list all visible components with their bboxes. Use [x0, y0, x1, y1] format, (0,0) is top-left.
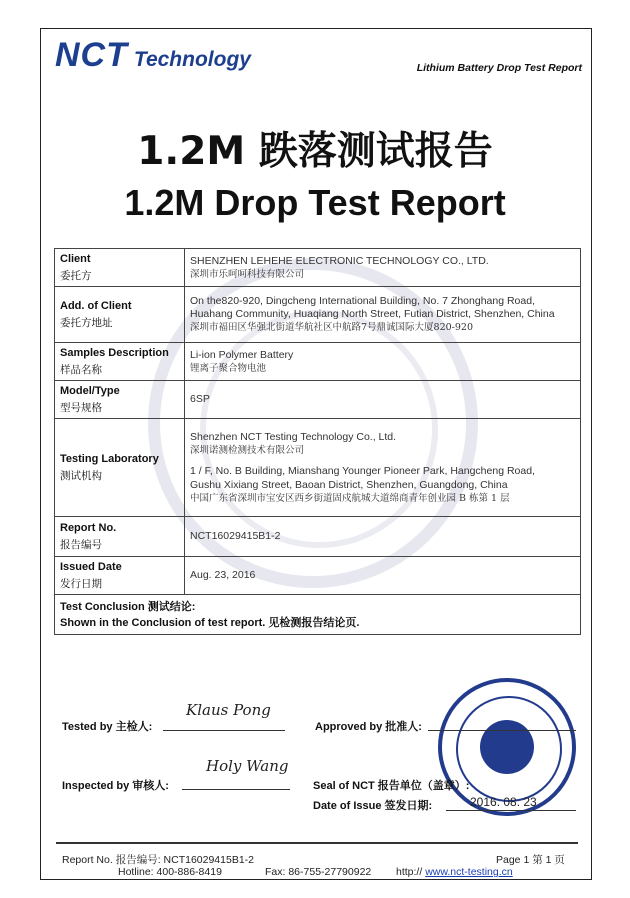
row-issued [55, 557, 581, 595]
footer-page: Page 1 第 1 页 [496, 854, 565, 866]
samples-value-cn: 锂离子聚合物电池 [190, 362, 267, 374]
lab-address-line2: Gushu Xixiang Street, Baoan District, Shenzhen, Guangdong, China [190, 478, 508, 491]
conclusion-title: Test Conclusion 测试结论: [60, 600, 196, 613]
row-samples [55, 343, 581, 381]
samples-label: Samples Description [60, 346, 169, 359]
date-line [446, 810, 576, 811]
tested-signature-line [163, 730, 285, 731]
row-lab [55, 419, 581, 517]
client-value-cn: 深圳市乐呵呵科技有限公司 [190, 268, 305, 280]
row-report-no [55, 517, 581, 557]
address-label: Add. of Client [60, 299, 132, 312]
address-label-cn: 委托方地址 [60, 316, 113, 329]
lab-address-line1: 1 / F, No. B Building, Mianshang Younger Pioneer Park, Hangcheng Road, [190, 464, 535, 477]
inspected-by-label: Inspected by 审核人: [62, 780, 169, 792]
row-model [55, 381, 581, 419]
report-no-label-cn: 报告编号 [60, 538, 102, 551]
issued-label-cn: 发行日期 [60, 577, 102, 590]
samples-label-cn: 样品名称 [60, 363, 102, 376]
issued-value: Aug. 23, 2016 [185, 557, 581, 595]
conclusion-text: Shown in the Conclusion of test report. 见检测报告结论页. [60, 616, 360, 629]
report-type: Lithium Battery Drop Test Report [416, 62, 582, 74]
row-address [55, 287, 581, 343]
samples-value: Li-ion Polymer Battery [190, 348, 294, 361]
footer-fax: Fax: 86-755-27790922 [265, 866, 372, 878]
inspected-signature-line [182, 789, 290, 790]
lab-name: Shenzhen NCT Testing Technology Co., Ltd. [190, 430, 397, 443]
model-label: Model/Type [60, 384, 120, 397]
model-value: 6SP [185, 381, 581, 419]
title-chinese: 1.2M 跌落测试报告 [137, 129, 493, 174]
address-line2: Huahang Community, Huaqiang North Street, Futian District, Shenzhen, China [190, 308, 555, 320]
approved-by-label: Approved by 批准人: [315, 721, 422, 733]
footer-hotline: Hotline: 400-886-8419 [118, 866, 222, 878]
tested-signature: Klaus Pong [186, 701, 271, 719]
report-info-table [54, 248, 581, 635]
title-english: 1.2M Drop Test Report [124, 182, 506, 223]
issued-label: Issued Date [60, 560, 122, 573]
footer-http: http:// [396, 866, 423, 878]
date-of-issue-value: 2016. 08. 23 [470, 795, 537, 809]
lab-name-cn: 深圳诺测检测技术有限公司 [190, 444, 305, 456]
seal-label: Seal of NCT 报告单位（盖章）: [313, 780, 470, 792]
approved-signature-line [428, 730, 576, 731]
lab-address-cn: 中国广东省深圳市宝安区西乡街道固戍航城大道绵商青年创业园 B 栋第 1 层 [190, 492, 510, 504]
date-of-issue-label: Date of Issue 签发日期: [313, 800, 433, 812]
footer-divider [56, 842, 578, 844]
tested-by-label: Tested by 主检人: [62, 721, 153, 733]
lab-label: Testing Laboratory [60, 452, 159, 465]
report-no-value: NCT16029415B1-2 [185, 517, 581, 557]
nct-logo [55, 36, 251, 75]
client-label-cn: 委托方 [60, 269, 92, 282]
inspected-signature: Holy Wang [206, 757, 289, 775]
logo-technology: Technology [133, 48, 251, 71]
footer-website-link[interactable]: www.nct-testing.cn [425, 866, 513, 878]
client-label: Client [60, 252, 91, 265]
model-label-cn: 型号规格 [60, 401, 102, 414]
logo-nct: NCT [55, 36, 128, 74]
address-line1: On the820-920, Dingcheng International Building, No. 7 Zhonghang Road, [190, 295, 535, 307]
row-conclusion [55, 595, 581, 635]
row-client [55, 249, 581, 287]
lab-label-cn: 测试机构 [60, 469, 102, 482]
report-no-label: Report No. [60, 521, 117, 534]
footer-report-no: Report No. 报告编号: NCT16029415B1-2 [62, 854, 254, 866]
client-value: SHENZHEN LEHEHE ELECTRONIC TECHNOLOGY CO., LTD. [190, 254, 489, 267]
address-value-cn: 深圳市福田区华强北街道华航社区中航路7号鼎诚国际大厦820-920 [190, 322, 474, 333]
